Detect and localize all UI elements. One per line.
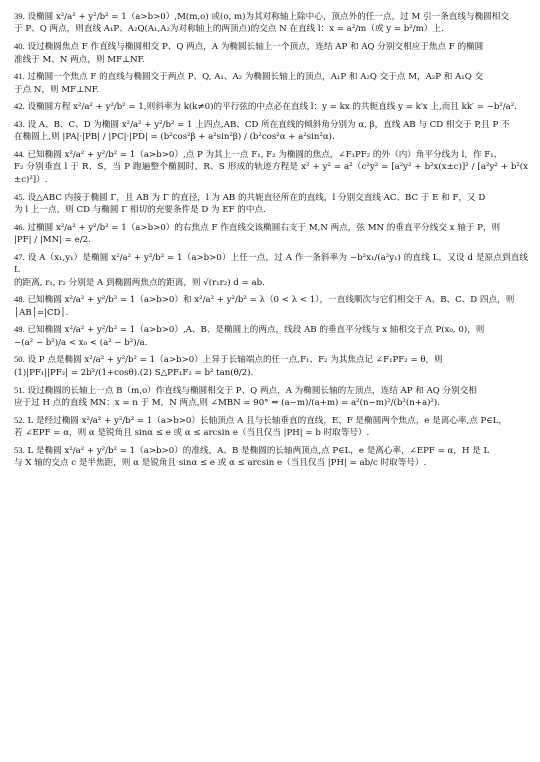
theorem-line: [14, 234, 528, 246]
item-text: |PF| / |MN| = e/2.: [14, 235, 91, 246]
theorem-line: [14, 457, 528, 469]
theorem-line-first: [14, 444, 528, 457]
theorem-item: [14, 414, 528, 440]
theorem-line-first: [14, 414, 528, 427]
theorem-line-first: [14, 10, 528, 23]
item-text: 设过椭圆的长轴上一点 B（m,o）作直线与椭圆相交于 P、Q 两点，A 为椭圆长轴的左顶点，连结 AP 和 AQ 分别交相: [27, 385, 477, 396]
theorem-line-first: [14, 40, 528, 53]
item-text: 的距离, r₁, r₂ 分别是 A 到椭圆两焦点的距离，则 √(r₁r₂) d = ab.: [14, 277, 265, 288]
theorem-line-first: [14, 100, 528, 113]
theorem-item: [14, 251, 528, 289]
theorem-line: [14, 161, 528, 186]
item-text: −(a² − b²)/a < x₀ < (a² − b²)/a.: [14, 337, 148, 348]
theorem-line: [14, 397, 528, 409]
item-number: 53.: [14, 444, 25, 455]
item-text: F₂ 分别垂直 l 于 R、S，当 P 跑遍整个椭圆时，R、S 形成的轨迹方程是 x² + y² = a²（c²y² = [a²y² + b²x(x±c)]² / [a²y² + b²(x±c)²]）.: [14, 162, 528, 185]
theorem-item: [14, 40, 528, 66]
item-text: 已知椭圆 x²/a² + y²/b² = 1（a>b>0）和 x²/a² + y²/b² = λ（0 < λ < 1），一直线顺次与它们相交于 A、B、C、D 四点，则: [27, 295, 515, 306]
theorem-item: [14, 191, 528, 217]
item-number: 46.: [14, 221, 25, 232]
theorem-item: [14, 118, 528, 144]
theorem-line: [14, 307, 528, 319]
theorem-line-first: [14, 293, 528, 306]
theorem-line-first: [14, 251, 528, 277]
item-number: 42.: [14, 101, 25, 112]
item-number: 45.: [14, 191, 25, 202]
item-number: 51.: [14, 384, 25, 395]
item-text: 设椭圆 x²/a² + y²/b² = 1（a>b>0）,M(m,o) 或(o, m)为其对称轴上除中心，顶点外的任一点，过 M 引一条直线与椭圆相交: [27, 12, 509, 22]
theorem-line-first: [14, 70, 528, 83]
item-text: 过椭圆 x²/a² + y²/b² = 1（a>b>0）的右焦点 F 作直线交该椭圆右支于 M,N 两点，弦 MN 的垂直平分线交 x 轴于 P，则: [27, 222, 501, 233]
theorem-line: [14, 277, 528, 289]
item-number: 43.: [14, 118, 25, 129]
theorem-line: [14, 84, 528, 96]
item-text: 已知椭圆 x²/a² + y²/b² = 1（a>b>0）,点 P 为其上一点 F₁, F₂ 为椭圆的焦点，∠F₁PF₂ 的外（内）角平分线为 l，作 F₁、: [27, 150, 503, 161]
item-text: 应于过 H 点的直线 MN：x = n 于 M，N 两点,则 ∠MBN = 90° ⇔ (a−m)/(a+m) = a²(n−m)²/(b²(n+a)²).: [14, 398, 440, 409]
item-text: L 是椭圆 x²/a² + y²/b² = 1（a>b>0）的准线，A、B 是椭圆的长轴两顶点,点 P∈L，e 是离心率，∠EPF = α，H 是 L: [27, 445, 490, 456]
item-text: 设 A（x₁,y₁）是椭圆 x²/a² + y²/b² = 1（a>b>0）上任一点，过 A 作一条斜率为 −b²x₁/(a²y₁) 的直线 L，又设 d 是原点到直线 L: [14, 252, 529, 276]
item-text: 在椭圆上,则 |PA|·|PB| / |PC|·|PD| = (b²cos²β + a²sin²β) / (b²cos²α + a²sin²α).: [14, 132, 335, 143]
item-number: 50.: [14, 354, 25, 365]
theorem-item: [14, 384, 528, 410]
item-text: 设椭圆方程 x²/a² + y²/b² = 1,则斜率为 k(k≠0)的平行弦的中点必在直线 l：y = kx 的共轭直线 y = k′x 上,而且 kk′ = −b²/a².: [27, 102, 517, 113]
item-text: 于点 N，则 MF⊥NF.: [14, 84, 100, 95]
item-text: 与 X 轴的交点 c 是半焦距，则 α 是锐角且 sinα ≤ e 或 α ≤ arcsin e（当且仅当 |PH| = ab/c 时取等号）.: [14, 458, 427, 469]
item-text: 设过椭圆焦点 F 作直线与椭圆相交 P、Q 两点，A 为椭圆长轴上一个顶点，连结 AP 和 AQ 分别交相应于焦点 F 的椭圆: [27, 42, 484, 53]
theorem-item: [14, 353, 528, 379]
item-text: (1)|PF₁||PF₂| = 2b²/(1+cosθ).(2) S△PF₁F₂ = b² tan(θ/2).: [14, 367, 254, 378]
theorem-line-first: [14, 221, 528, 234]
item-text: L 是经过椭圆 x²/a² + y²/b² = 1（a>b>0）长轴顶点 A 且与长轴垂直的直线，E、F 是椭圆两个焦点，e 是离心率,点 P∈L，: [27, 415, 507, 426]
theorem-line-first: [14, 148, 528, 161]
theorem-line-first: [14, 353, 528, 366]
item-text: 于 P、Q 两点，则直线 A₁P、A₂Q(A₁,A₂为对称轴上的两顶点)的交点 N 在直线 l：x = a²/m（或 y = b²/m）上.: [14, 24, 444, 35]
theorem-line-first: [14, 323, 528, 336]
theorem-line: [14, 131, 528, 143]
item-text: 准线于 M、N 两点，则 MF⊥NF.: [14, 54, 145, 65]
item-text: 已知椭圆 x²/a² + y²/b² = 1（a>b>0）,A、B、是椭圆上的两点，线段 AB 的垂直平分线与 x 轴相交于点 P(x₀, 0)，则: [27, 325, 485, 336]
item-text: │AB│=|CD│.: [14, 307, 69, 318]
theorem-item: [14, 100, 528, 113]
theorem-line: [14, 204, 528, 216]
item-text: 设 P 点是椭圆 x²/a² + y²/b² = 1（a>b>0）上异于长轴端点的任一点,F₁、F₂ 为其焦点记 ∠F₁PF₂ = θ，则: [27, 355, 443, 366]
theorem-item: [14, 70, 528, 96]
item-number: 41.: [14, 71, 25, 82]
item-number: 47.: [14, 251, 25, 262]
item-text: 若 ∠EPF = α，则 α 是锐角且 sinα ≤ e 或 α ≤ arcsin e（当且仅当 |PH| = b 时取等号）.: [14, 428, 370, 439]
theorem-item: [14, 221, 528, 247]
item-text: 设 A、B、C、D 为椭圆 x²/a² + y²/b² = 1 上四点,AB、CD 所在直线的倾斜角分别为 α, β，直线 AB 与 CD 相交于 P,且 P 不: [27, 119, 510, 130]
theorem-line-first: [14, 191, 528, 204]
item-number: 39.: [14, 11, 25, 21]
theorem-item: [14, 293, 528, 319]
item-text: 设△ABC 内接于椭圆 Γ，且 AB 为 Γ 的直径，l 为 AB 的共轭直径所在的直线，l 分别交直线 AC、BC 于 E 和 F，又 D: [27, 192, 486, 203]
theorem-line: [14, 367, 528, 379]
theorem-line-first: [14, 118, 528, 131]
theorem-item: [14, 10, 528, 36]
theorem-line: [14, 427, 528, 439]
item-number: 52.: [14, 414, 25, 425]
item-number: 40.: [14, 41, 25, 52]
item-number: 49.: [14, 324, 25, 335]
theorem-item: [14, 148, 528, 186]
item-number: 44.: [14, 149, 25, 160]
theorem-line: [14, 337, 528, 349]
theorem-line: [14, 23, 528, 35]
item-text: 过椭圆一个焦点 F 的直线与椭圆交于两点 P、Q, A₁、A₂ 为椭圆长轴上的顶点，A₁P 和 A₂Q 交于点 M，A₂P 和 A₁Q 交: [27, 72, 484, 83]
item-number: 48.: [14, 294, 25, 305]
theorem-line: [14, 54, 528, 66]
item-text: 为 l 上一点，则 CD 与椭圆 Γ 相切的充要条件是 D 为 EF 的中点.: [14, 205, 266, 216]
theorem-line-first: [14, 384, 528, 397]
theorem-item: [14, 323, 528, 349]
theorem-item: [14, 444, 528, 470]
